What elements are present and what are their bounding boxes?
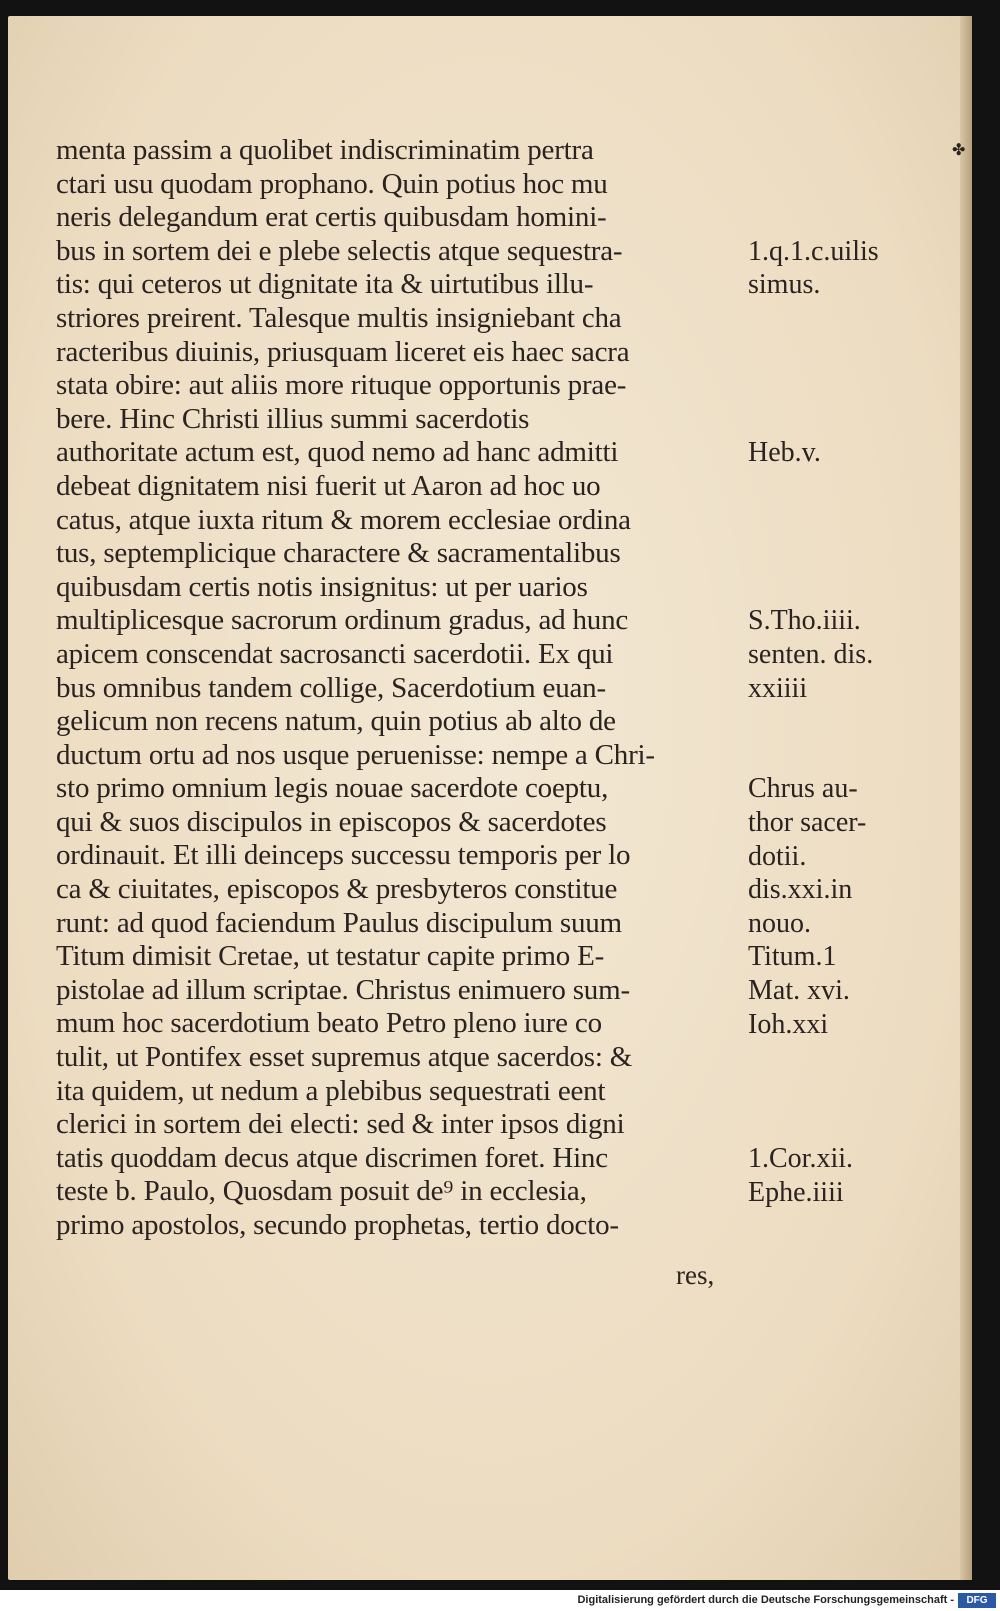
margin-note: Ephe.iiii [748,1176,844,1208]
ornament-mark: ✤ [952,140,966,159]
text-line: mum hoc sacerdotium beato Petro pleno iure co [56,1007,602,1040]
text-line: teste b. Paulo, Quosdam posuit de⁹ in ecclesia, [56,1175,587,1208]
text-line: authoritate actum est, quod nemo ad hanc admitti [56,436,619,469]
text-line: tatis quoddam decus atque discrimen foret. Hinc [56,1141,608,1174]
dfg-logo: DFG [958,1593,996,1608]
text-line: catus, atque iuxta ritum & morem ecclesiae ordina [56,503,631,536]
main-text-block [56,134,736,1243]
text-line: gelicum non recens natum, quin potius ab alto de [56,705,616,738]
text-line: neris delegandum erat certis quibusdam homini- [56,201,607,234]
footer-bar [0,1592,1000,1611]
margin-note: dotii. [748,840,807,872]
text-line: Titum dimisit Cretae, ut testatur capite primo E- [56,940,605,973]
text-line: ordinauit. Et illi deinceps successu temporis per lo [56,839,631,872]
text-line: bere. Hinc Christi illius summi sacerdotis [56,402,530,435]
margin-note: Chrus au- [748,773,858,805]
text-line: ctari usu quodam prophano. Quin potius hoc mu [56,167,608,200]
text-line: apicem conscendat sacrosancti sacerdotii. Ex qui [56,637,614,670]
text-line: tus, septemplicique charactere & sacramentalibus [56,537,621,570]
text-line: tis: qui ceteros ut dignitate ita & uirtutibus illu- [56,268,594,301]
margin-note: Heb.v. [748,437,821,469]
margin-note: Ioh.xxi [748,1008,829,1040]
margin-note: xxiiii [748,672,808,704]
margin-note: 1.q.1.c.uilis [748,235,879,267]
text-line: sto primo omnium legis nouae sacerdote coeptu, [56,772,609,805]
margin-note: S.Tho.iiii. [748,605,861,637]
text-line: clerici in sortem dei electi: sed & inter ipsos digni [56,1108,625,1141]
text-line: tulit, ut Pontifex esset supremus atque sacerdos: & [56,1041,633,1074]
text-line: bus in sortem dei e plebe selectis atque sequestra- [56,234,623,267]
margin-note: senten. dis. [748,639,874,670]
text-line: ductum ortu ad nos usque peruenisse: nempe a Chri- [56,738,655,771]
text-line: stata obire: aut aliis more rituque opportunis prae- [56,369,627,402]
text-line: ca & ciuitates, episcopos & presbyteros constitue [56,873,618,906]
text-line: primo apostolos, secundo prophetas, tertio docto- [56,1209,619,1241]
margin-note: simus. [748,269,821,301]
catchword: res, [676,1260,715,1290]
margin-note: Mat. xvi. [748,975,850,1006]
text-line: striores preirent. Talesque multis insigniebant cha [56,301,622,334]
text-line: bus omnibus tandem collige, Sacerdotium euan- [56,671,606,704]
text-line: ita quidem, ut nedum a plebibus sequestrati eent [56,1074,606,1107]
text-line: racteribus diuinis, priusquam liceret eis haec sacra [56,335,630,368]
margin-note: nouo. [748,907,811,939]
text-line: qui & suos discipulos in episcopos & sacerdotes [56,805,607,838]
funding-credit: Digitalisierung gefördert durch die Deutsche Forschungsgemeinschaft - [577,1594,954,1606]
text-line: quibusdam certis notis insignitus: ut per uarios [56,570,588,603]
margin-note: 1.Cor.xii. [748,1143,854,1174]
margin-note: Titum.1 [748,941,837,973]
text-line: runt: ad quod faciendum Paulus discipulum suum [56,906,622,939]
text-line: debeat dignitatem nisi fuerit ut Aaron ad hoc uo [56,469,601,502]
text-line: menta passim a quolibet indiscriminatim pertra [56,134,594,166]
text-line: pistolae ad illum scriptae. Christus enimuero sum- [56,973,630,1006]
page-edge [960,16,972,1580]
text-line: multiplicesque sacrorum ordinum gradus, ad hunc [56,604,629,637]
margin-note: dis.xxi.in [748,874,853,906]
margin-note: thor sacer- [748,807,867,838]
